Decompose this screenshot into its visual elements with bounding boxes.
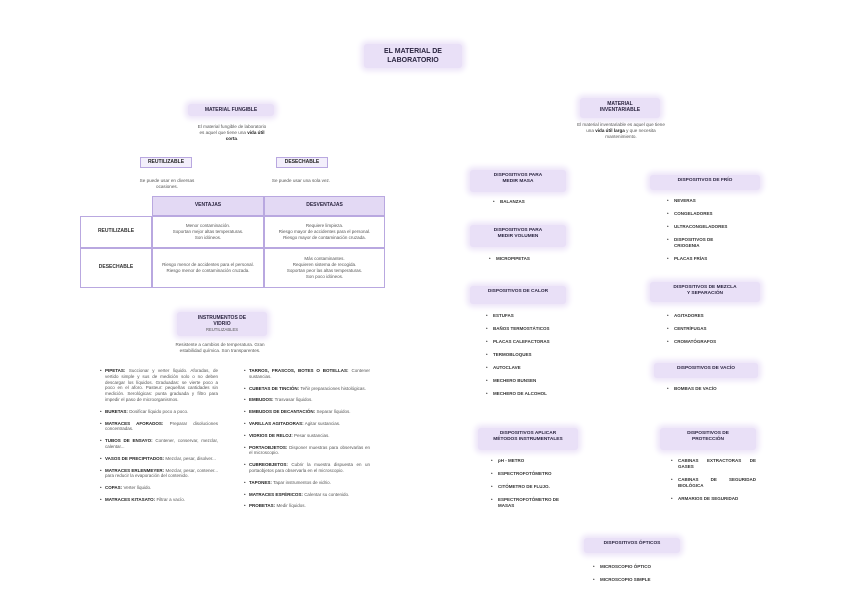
vidrio-title-line-2: VIDRIO: [213, 321, 231, 327]
list-item: [100, 468, 218, 480]
inventariable-desc-bold: vida útil larga: [595, 128, 625, 133]
list-item: • NEVERAS: [666, 198, 761, 204]
title-line-1: EL MATERIAL DE: [384, 48, 442, 55]
category-proteccion-title: [660, 428, 756, 450]
list-item: [100, 485, 218, 491]
title-line: DISPOSITIVOS DE CALOR: [487, 289, 549, 294]
item-text: Mezclar, pesar, disolver...: [165, 455, 216, 461]
item-name: PORTAOBJETOS:: [249, 444, 288, 450]
list-item: [100, 438, 218, 450]
vidrio-title: [177, 312, 267, 336]
inventariable-title: [580, 98, 660, 118]
desechable-description: Se puede usar una sola vez.: [271, 178, 331, 183]
inventariable-desc-pre: El material inventariable es aquel que tiene una: [577, 122, 665, 133]
fungible-desc-pre: El material fungible de laboratorio es aquel que tiene una: [197, 124, 267, 135]
inventariable-description: [576, 122, 666, 140]
item-name: TAPONES:: [249, 479, 272, 485]
category-volumen-list: [488, 256, 568, 262]
item-text: Tapar instrumentos de vidrio.: [273, 479, 331, 485]
row-label-reutilizable: REUTILIZABLE: [80, 216, 152, 248]
cell-line: Soportan mejor altas temperaturas.: [172, 229, 244, 235]
item-name: EMBUDOS:: [249, 397, 274, 403]
list-item: • MECHERO DE ALCOHOL: [485, 391, 585, 397]
vidrio-title-line-1: INSTRUMENTOS DE: [197, 315, 247, 321]
category-opticos-list: [592, 564, 687, 590]
list-item: [100, 497, 218, 503]
list-item: • MICROSCOPIO SIMPLE: [592, 577, 687, 583]
fungible-desc-bold: vida útil corta: [225, 130, 265, 141]
item-text: Agitar sustancias.: [304, 420, 341, 426]
item-text: Verter líquido.: [123, 485, 152, 491]
item-text: Succionar y verter líquido. Aforadas, de vertido simple y sus de medición solo o no deben descargar los líquidos. Graduadas: se vierte poco a poco en el aforo. Pasteur: pequeñas cantidades sin medición. Serológicas: punta graduada y filtro para impedir el paso de microorganismos.: [105, 368, 218, 402]
category-masa-title: [470, 170, 566, 192]
title-line: DISPOSITIVOS DE: [687, 431, 729, 436]
list-item: • CENTRÍFUGAS: [666, 326, 761, 332]
category-instrumentales-list: [490, 458, 580, 516]
list-item: • AUTOCLAVE: [485, 365, 585, 371]
list-item: • ESTUFAS: [485, 313, 585, 319]
list-item: • MECHERO BUNSEN: [485, 378, 585, 384]
item-text: Mezclar, pesar, contener... para reducir la evaporación del contenido.: [105, 467, 218, 479]
reutilizable-description: Se puede usar en diversas ocasiones.: [139, 178, 195, 189]
inventariable-title-line-1: MATERIAL: [607, 101, 633, 107]
title-line: DISPOSITIVOS DE FRÍO: [677, 178, 733, 183]
item-text: Pesar sustancias.: [294, 432, 330, 438]
cell-line: Riesgo mayor de accidentes para el personal.: [278, 229, 371, 235]
ventajas-table: [80, 196, 385, 288]
list-item: • ESPECTROFOTÓMETRO DE MASAS: [490, 497, 570, 509]
item-name: MATRACES KITASATO:: [105, 496, 156, 502]
category-mezcla-title: [650, 282, 760, 302]
item-name: TUBOS DE ENSAYO:: [105, 438, 153, 444]
title-line-2: LABORATORIO: [387, 57, 439, 64]
inventariable-title-line-2: INVENTARIABLE: [599, 107, 641, 113]
list-item: [244, 433, 370, 439]
list-item: • MICROSCOPIO ÓPTICO: [592, 564, 687, 570]
vidrio-list-left: [100, 368, 218, 509]
item-text: Calentar su contenido.: [304, 491, 350, 497]
cell-line: Más contaminantes.: [304, 256, 345, 262]
fungible-title: MATERIAL FUNGIBLE: [188, 104, 274, 116]
title-line: Y SEPARACIÓN: [686, 291, 724, 296]
list-item: • pH - METRO: [490, 458, 580, 464]
item-name: TARROS, FRASCOS, BOTES O BOTELLAS:: [249, 368, 349, 373]
category-vacio-title: [654, 363, 758, 378]
list-item: • MICROPIPETAS: [488, 256, 568, 262]
title-line: DISPOSITIVOS DE VACÍO: [676, 366, 736, 371]
item-name: BURETAS:: [105, 408, 128, 414]
list-item: [244, 462, 370, 474]
list-item: • BALANZAS: [492, 199, 572, 205]
title-line: PROTECCIÓN: [692, 437, 724, 442]
item-text: Preparar disoluciones concentradas.: [105, 420, 218, 432]
list-item: [100, 409, 218, 415]
item-name: VARILLAS AGITADORAS:: [249, 420, 304, 426]
inventariable-desc-post: y que necesita mantenimiento.: [605, 128, 656, 139]
cell-line: Riesgo mayor de contaminación cruzada.: [283, 234, 366, 240]
title-line: MÉTODOS INSTRUMENTALES: [493, 437, 563, 442]
row-label-desechable: DESECHABLE: [80, 248, 152, 288]
title-line: MEDIR VOLUMEN: [497, 234, 539, 239]
fungible-description: [196, 124, 268, 142]
item-name: MATRACES AFORADOS:: [105, 420, 164, 426]
item-text: Contener sustancias.: [249, 368, 370, 379]
list-item: • BOMBAS DE VACÍO: [666, 386, 761, 392]
list-item: • CABINAS DE SEGURIDAD BIOLÓGICA: [670, 477, 756, 489]
title-line: DISPOSITIVOS PARA: [493, 173, 543, 178]
item-name: VASOS DE PRECIPITADOS:: [105, 455, 165, 461]
list-item: • ULTRACONGELADORES: [666, 224, 761, 230]
title-line: DISPOSITIVOS APLICAR: [499, 431, 557, 436]
item-name: MATRACES ERLENMEYER:: [105, 467, 165, 473]
list-item: [244, 480, 370, 486]
list-item: [100, 368, 218, 403]
category-frio-title: [650, 175, 760, 190]
vidrio-list-right: [244, 368, 370, 515]
item-text: Trasvasar líquidos.: [274, 397, 313, 403]
list-item: • AGITADORES: [666, 313, 761, 319]
vidrio-subtitle: REUTILIZABLES: [205, 327, 239, 332]
list-item: • ARMARIOS DE SEGURIDAD: [670, 496, 756, 502]
list-item: • CABINAS EXTRACTORAS DE GASES: [670, 458, 756, 470]
list-item: [244, 421, 370, 427]
title-line: DISPOSITIVOS DE MEZCLA: [673, 285, 737, 290]
item-text: Cubrir la muestra dispuesta en un portaobjetos para observarla en el microscopio.: [249, 462, 370, 473]
item-text: Filtrar a vacío.: [156, 496, 185, 502]
vidrio-description: Resistente a cambios de temperatura. Gran estabilidad química. Son transparentes.: [175, 342, 265, 353]
list-item: • CITÓMETRO DE FLUJO.: [490, 484, 580, 490]
cell-reutilizable-desventajas: [264, 216, 385, 248]
header-desventajas: DESVENTAJAS: [264, 196, 385, 216]
cell-line: Son poco idóneos.: [305, 273, 344, 279]
category-opticos-title: [584, 538, 680, 553]
item-text: Disponer muestras para observarlas en el microscopio.: [249, 444, 370, 456]
title-line: MEDIR MASA: [502, 179, 534, 184]
category-volumen-title: [470, 225, 566, 247]
cell-line: Requiere limpieza.: [305, 223, 344, 229]
fungible-desc-post: .: [236, 136, 239, 141]
page-title: [364, 44, 462, 68]
list-item: [100, 421, 218, 433]
list-item: [244, 409, 370, 415]
item-name: COPAS:: [105, 485, 123, 491]
item-text: Medir líquidos.: [276, 503, 306, 509]
item-name: MATRACES ESFÉRICOS:: [249, 491, 303, 497]
list-item: • PLACAS FRÍAS: [666, 256, 761, 262]
item-text: Separar líquidos.: [316, 409, 351, 415]
cell-line: Son idóneos.: [194, 234, 222, 240]
category-mezcla-list: [666, 313, 761, 352]
title-line: DISPOSITIVOS ÓPTICOS: [603, 541, 661, 546]
list-item: • PLACAS CALEFACTORAS: [485, 339, 585, 345]
category-masa-list: [492, 199, 572, 205]
cell-line: Menor contaminación.: [185, 223, 231, 229]
list-item: • TERMOBLOQUES: [485, 352, 585, 358]
item-text: Teñir preparaciones histológicas.: [300, 385, 366, 391]
item-name: VIDRIOS DE RELOJ:: [249, 432, 293, 438]
item-name: CUBETAS DE TINCIÓN:: [249, 385, 300, 391]
desechable-box: DESECHABLE: [276, 157, 328, 168]
header-ventajas: VENTAJAS: [152, 196, 264, 216]
item-name: PIPETAS:: [105, 368, 126, 373]
list-item: • ESPECTROFOTÓMETRO: [490, 471, 580, 477]
item-text: Dosificar líquido poco a poco.: [129, 408, 189, 414]
item-name: EMBUDOS DE DECANTACIÓN:: [249, 409, 316, 415]
list-item: • DISPOSITIVOS DE CRIOGENIA: [666, 237, 726, 249]
cell-line: Riesgo menor de contaminación cruzada.: [166, 268, 250, 273]
category-instrumentales-title: [478, 428, 578, 450]
cell-desechable-ventajas: [152, 248, 264, 288]
list-item: [244, 386, 370, 392]
list-item: • CROMATÓGRAFOS: [666, 339, 761, 345]
category-calor-title: [470, 286, 566, 304]
category-proteccion-list: [670, 458, 756, 509]
list-item: [100, 456, 218, 462]
list-item: [244, 503, 370, 509]
cell-line: Soportan peor las altas temperaturas.: [286, 268, 363, 273]
cell-line: Requieren sistema de recogida.: [292, 262, 357, 268]
list-item: [244, 368, 370, 380]
item-name: CUBREOBJETOS:: [249, 462, 288, 468]
category-calor-list: [485, 313, 585, 404]
item-text: Contener, conservar, mezclar, calentar...: [105, 438, 218, 449]
cell-line: Riesgo menor de accidentes para el personal.: [162, 262, 254, 268]
category-frio-list: [666, 198, 761, 269]
list-item: • BAÑOS TERMOSTÁTICOS: [485, 326, 585, 332]
cell-desechable-desventajas: [264, 248, 385, 288]
list-item: [244, 445, 370, 457]
title-line: DISPOSITIVOS PARA: [493, 228, 543, 233]
list-item: • CONGELADORES: [666, 211, 761, 217]
item-name: PROBETAS:: [249, 503, 276, 509]
cell-reutilizable-ventajas: [152, 216, 264, 248]
list-item: [244, 397, 370, 403]
category-vacio-list: [666, 386, 761, 392]
list-item: [244, 492, 370, 498]
reutilizable-box: REUTILIZABLE: [140, 157, 192, 168]
